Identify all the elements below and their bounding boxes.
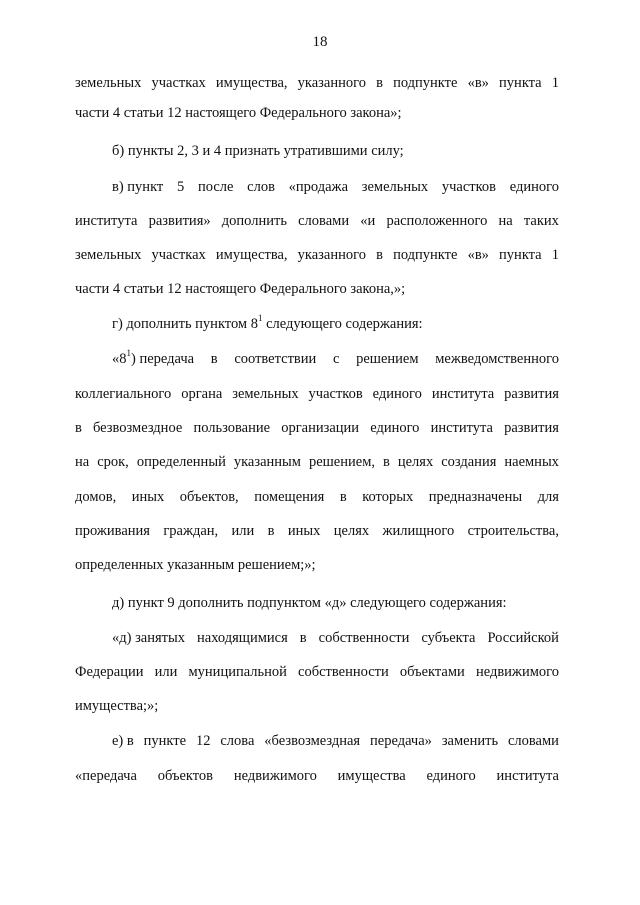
word: института [430,420,493,436]
word: в [376,75,383,91]
text-line-8-post: следующего содержания: [262,316,423,332]
text-line-6 [75,246,559,264]
word: «продажа [288,179,349,195]
word: иных [287,523,321,539]
word: земельных [361,179,429,195]
word: участков [441,179,496,195]
word: развития» [148,213,211,229]
text-line-1 [75,74,559,92]
word: единого [426,768,476,784]
word: 12 [195,733,211,749]
word: заменить [441,733,499,749]
word: словами [298,213,350,229]
text-line-16: д) пункт 9 дополнить подпунктом «д» следующего содержания: [112,595,507,611]
word: дополнить [221,213,287,229]
word: помещения [254,489,325,505]
word: или [154,664,178,680]
word: расположенного [386,213,488,229]
text-line-17 [112,629,559,647]
word: Федерации [75,664,144,680]
text-line-2: части 4 статьи 12 настоящего Федерального закона»; [75,105,402,121]
word: пользование [193,420,271,436]
word: жилищного [382,523,455,539]
word: «д) занятых [112,630,186,646]
word: недвижимого [233,768,317,784]
superscript-1: 1 [257,313,263,324]
word: субъекта [421,630,476,646]
word: безвозмездное [93,420,183,436]
text-line-19: имущества;»; [75,698,159,714]
word: единого [372,386,422,402]
word: на [75,454,90,470]
word: подпункте [393,75,458,91]
word: «передача [75,768,137,784]
word: в [299,630,307,646]
word: в [267,523,275,539]
text-line-15: определенных указанным решением;»; [75,557,316,573]
word: строительства, [467,523,559,539]
word: указанного [297,75,366,91]
word: собственности [318,630,410,646]
text-line-18 [75,663,559,681]
word: единого [509,179,559,195]
text-line-8 [112,315,423,333]
superscript-2: 1 [126,348,131,359]
word: объектами [399,664,465,680]
word: имущества, [215,75,288,91]
word: единого [370,420,420,436]
text-line-9: «$8^1$) передача в соответствии с решением межведомственного [112,348,559,367]
word: имущества [337,768,406,784]
text-line-5 [75,212,559,230]
word: е) в [112,733,134,749]
word: таких [523,213,559,229]
text-line-10 [75,385,559,403]
word: на [498,213,513,229]
word: пункте [143,733,187,749]
word: которых [362,489,414,505]
word: недвижимого [475,664,559,680]
word: «и [360,213,376,229]
text-line-11 [75,419,559,437]
word: слова [220,733,255,749]
text-line-12 [75,453,559,471]
word: института [496,768,559,784]
word: «в» [467,247,489,263]
word: института [75,213,138,229]
word: «безвозмездная [264,733,361,749]
word: проживания [75,523,150,539]
word: земельных [75,75,142,91]
word: в [75,420,82,436]
word: в [339,489,347,505]
word: целях [397,454,434,470]
word: создания [441,454,497,470]
word: «в» [467,75,489,91]
word: 5 [176,179,185,195]
word: Российской [487,630,559,646]
word: органа [181,386,223,402]
word: указанным [233,454,301,470]
word: в [376,247,383,263]
text-line-7: части 4 статьи 12 настоящего Федерального закона,»; [75,281,406,297]
word: собственности [298,664,389,680]
word: решением, [308,454,375,470]
word: срок, [97,454,129,470]
word: развития [504,386,559,402]
word: имущества, [215,247,288,263]
word: после [197,179,234,195]
word: находящимися [197,630,288,646]
text-line-13 [75,488,559,506]
word: иных [131,489,165,505]
word: организации [281,420,360,436]
word: земельных [75,247,142,263]
word: передача» [370,733,432,749]
word: института [431,386,495,402]
word: объектов, [179,489,239,505]
word: словами [507,733,559,749]
text-line-4 [112,178,559,196]
word: участках [151,247,206,263]
word: земельных [232,386,299,402]
page-number: 18 [312,34,328,50]
word: в [383,454,390,470]
word: участков [308,386,363,402]
word: наемных [504,454,559,470]
word: подпункте [393,247,458,263]
word: предназначены [428,489,523,505]
word: определенный [136,454,226,470]
word: граждан, [163,523,219,539]
word: участках [151,75,206,91]
word: 1 [551,247,559,263]
text-line-21 [75,767,559,785]
text-line-20 [112,732,559,750]
word: целях [333,523,370,539]
word: указанного [297,247,366,263]
word: пункта [499,75,542,91]
text-line-9-first: «$8^1$) передача [112,348,195,367]
text-line-3: б) пункты 2, 3 и 4 признать утратившими силу; [112,143,404,159]
word: коллегиального [75,386,172,402]
word: слов [247,179,275,195]
word: 1 [551,75,559,91]
word: развития [504,420,559,436]
word: для [537,489,559,505]
word: муниципальной [188,664,287,680]
text-line-14 [75,522,559,540]
word: домов, [75,489,117,505]
word: или [231,523,255,539]
text-line-8-pre: г) дополнить пунктом 8 [112,316,258,332]
word: объектов [157,768,214,784]
word: пункта [499,247,542,263]
word: в) пункт [112,179,164,195]
